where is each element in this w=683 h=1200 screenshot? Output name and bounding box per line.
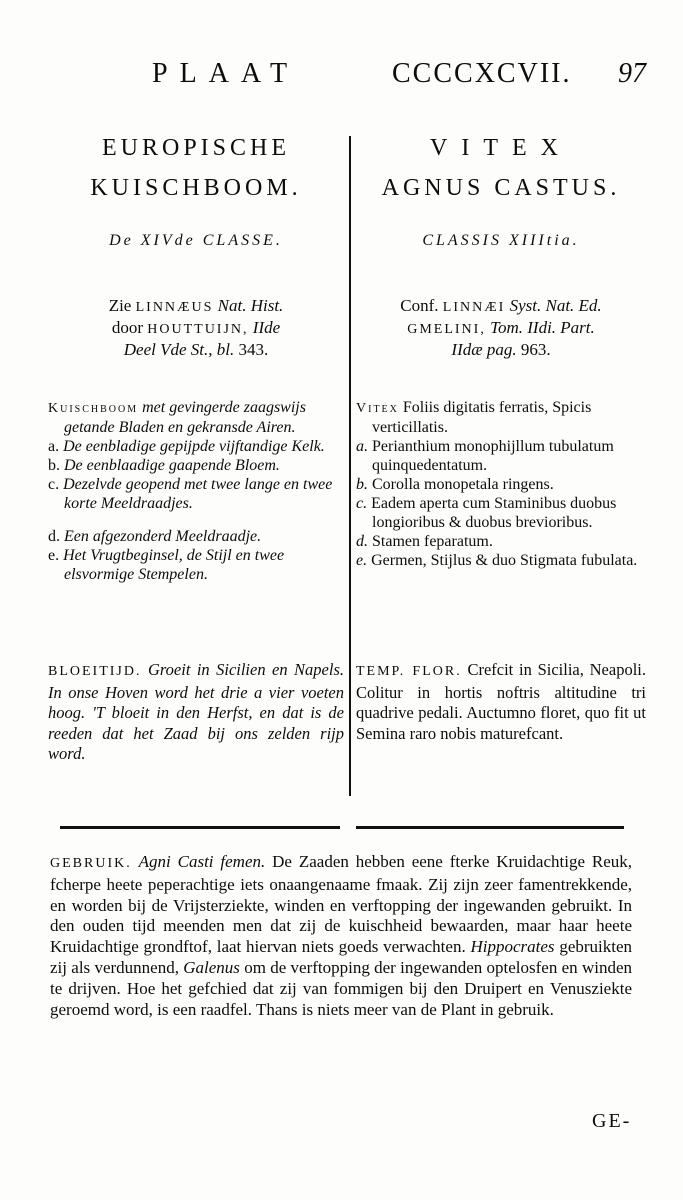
right-flowering <box>356 660 646 744</box>
desc-item-e-right: e. Germen, Stijlus & duo Stigmata fubulata. <box>356 552 638 569</box>
desc-item-c: c. Dezelvde geopend met twee lange en twee korte Meeldraadjes. <box>48 476 333 512</box>
desc-head-label-right: Vitex <box>356 401 399 416</box>
classe-ordinal: XIVde <box>140 232 196 249</box>
desc-head-text: met gevingerde zaagswijs getande Bladen en gekransde Airen. <box>64 399 306 436</box>
catchword: GE- <box>592 1110 632 1132</box>
ref-linnaei: LINNÆI <box>442 300 506 315</box>
desc-item-e: e. Het Vrugtbeginsel, de Stijl en twee elsvormige Stempelen. <box>48 547 285 583</box>
usage-text-1: De Zaaden hebben eene fterke Kruidachtige Reuk, fcherpe heete peperachtige iets onaangenaame fmaak. Zij zijn zeer famentrekkende, en worden bij de Vrijsterziekte, winden en verftopping der ingewanden gebruikt. In den ouden tijd meenden men dat zij de kuischheid bewaarden, maar haar heete Kruidachtige grondftof, laat hiervan niets goeds verwachten. <box>50 852 633 957</box>
desc-head-right <box>356 398 646 437</box>
plate-number: CCCCXCVII. <box>392 58 572 89</box>
right-title-line2: AGNUS CASTUS. <box>381 175 621 201</box>
ref-door: door <box>111 318 144 337</box>
left-flowering <box>48 660 344 765</box>
right-description <box>356 398 646 570</box>
left-description <box>48 398 344 584</box>
classe-prefix: De <box>109 232 134 249</box>
ref-page-right: 963. <box>520 340 551 359</box>
ref-iide: IIde <box>252 318 281 337</box>
left-classe <box>48 232 344 250</box>
desc-item-b-right: b. Corolla monopetala ringens. <box>356 476 554 493</box>
running-title: PLAAT <box>152 58 300 89</box>
desc-head-text-right: Foliis digitatis ferratis, Spicis verticillatis. <box>372 399 592 436</box>
ref-linnaeus: LINNÆUS <box>135 300 214 315</box>
desc-head <box>48 398 344 437</box>
ref-zie: Zie <box>108 296 132 315</box>
ref-deel: Deel Vde St., <box>123 340 213 359</box>
flor-label-right: TEMP. FLOR. <box>356 664 462 679</box>
right-title-line1: VITEX <box>430 135 572 161</box>
usage-galenus: Galenus <box>183 957 240 977</box>
flor-text: Groeit in Sicilien en Napels. In onse Hoven word het drie a vier voeten hoog. 'T bloeit in den Herfst, en dat is de reeden dat het Zaad bij ons zelden rijp word. <box>48 660 344 763</box>
ref-conf: Conf. <box>400 296 439 315</box>
desc-head-label: Kuischboom <box>48 401 139 416</box>
ref-nat-hist: Nat. Hist. <box>217 296 284 315</box>
desc-item-b: b. De eenblaadige gaapende Bloem. <box>48 457 280 474</box>
usage-text-3: om de verftopping der ingewanden optelosfen en winden te drijven. Hoe het gefchied dat zij van fommigen bij den Druipert en Venusziekte geroemd word, is een raadfel. Thans is niets meer van de Plant in gebruik. <box>50 957 632 1019</box>
separator-rule-left <box>60 826 340 829</box>
ref-houttuijn: HOUTTUIJN, <box>147 322 249 337</box>
usage-intro: Agni Casti femen. <box>138 852 266 871</box>
usage-label: GEBRUIK. <box>50 856 132 871</box>
desc-item-a-right: a. Perianthium monophijllum tubulatum quinquedentatum. <box>356 438 614 474</box>
classis-ordinal: XIIItia. <box>509 232 580 249</box>
separator-rule-right <box>356 826 624 829</box>
ref-bl: bl. <box>216 340 235 359</box>
left-reference <box>48 296 344 360</box>
usage-text-2: gebruikten zij als verdunnend, <box>50 937 633 977</box>
left-title-line2: KUISCHBOOM. <box>90 175 302 201</box>
usage-hippocrates: Hippocrates <box>470 937 555 957</box>
left-title-line1: EUROPISCHE <box>101 135 291 161</box>
usage-paragraph <box>50 852 632 1020</box>
flor-text-right: Crefcit in Sicilia, Neapoli. Colitur in hortis noftris altitudine tri quadrive pedali. Auctumno floret, quo fit ut Semina raro nobis maturefcant. <box>356 660 646 743</box>
desc-item-a: a. De eenbladige gepijpde vijftandige Kelk. <box>48 438 325 455</box>
right-reference <box>356 296 646 360</box>
classe-word: CLASSE. <box>202 232 283 249</box>
ref-tom: Tom. IIdi. Part. <box>490 318 595 337</box>
classis-word: CLASSIS <box>422 232 502 249</box>
page-number: 97 <box>618 58 646 89</box>
desc-item-d-right: d. Stamen feparatum. <box>356 533 493 550</box>
right-classis <box>356 232 646 250</box>
ref-gmelini: GMELINI, <box>407 322 486 337</box>
left-title <box>48 128 344 208</box>
ref-page: 343. <box>238 340 269 359</box>
flor-label: BLOEITIJD. <box>48 664 142 679</box>
desc-item-c-right: c. Eadem aperta cum Staminibus duobus longioribus & duobus brevioribus. <box>356 495 617 531</box>
column-divider <box>349 136 351 796</box>
ref-iidae: IIdæ pag. <box>451 340 517 359</box>
right-title <box>356 128 646 208</box>
ref-syst: Syst. Nat. Ed. <box>509 296 602 315</box>
desc-item-d: d. Een afgezonderd Meeldraadje. <box>48 528 262 545</box>
